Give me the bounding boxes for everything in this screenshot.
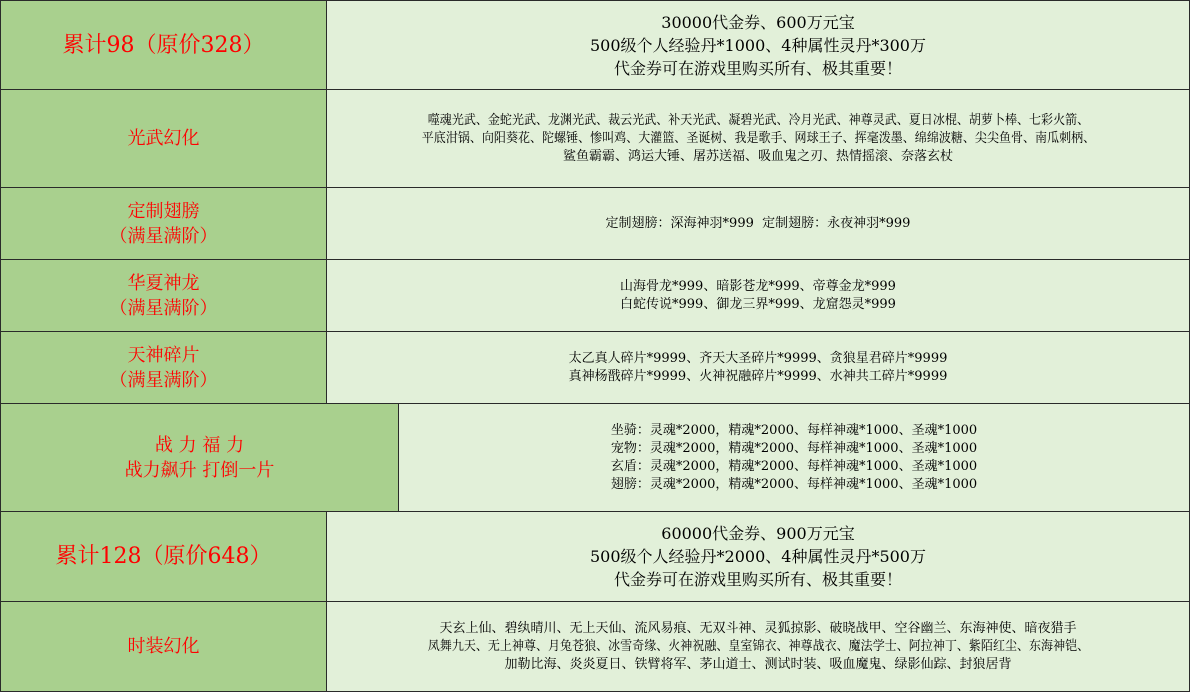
row-value: [327, 259, 1190, 332]
label-line: （满星满阶）: [109, 297, 218, 319]
row-label: [0, 89, 327, 188]
value-line: 白蛇传说*999、御龙三界*999、龙窟怨灵*999: [620, 296, 896, 312]
value-line: 天玄上仙、碧纨晴川、无上天仙、流风易痕、无双斗神、灵狐掠影、破晓战甲、空谷幽兰、东海神使、暗夜猎手: [439, 620, 1077, 636]
value-line: 平底泔锅、向阳葵花、陀螺锤、惨叫鸡、大灌篮、圣诞树、我是歌手、网球王子、挥毫泼墨、绵绵波糖、尖尖鱼骨、南瓜刺柄、: [421, 130, 1095, 146]
row-value: [327, 0, 1190, 90]
label-line: 累计128（原价648）: [55, 544, 272, 569]
row-label: [0, 259, 327, 332]
label-line: 定制翅膀: [127, 200, 200, 222]
value-line: 代金券可在游戏里购买所有、极其重要！: [613, 570, 902, 589]
value-line: 30000代金券、600万元宝: [661, 12, 855, 32]
row-value: [399, 403, 1190, 512]
label-line: 天神碎片: [127, 344, 200, 366]
table-row: [0, 601, 1190, 692]
label-line: 战 力 福 力: [154, 434, 245, 456]
value-line: 玄盾：灵魂*2000，精魂*2000、每样神魂*1000、圣魂*1000: [610, 458, 978, 474]
value-line: 坐骑：灵魂*2000，精魂*2000、每样神魂*1000、圣魂*1000: [610, 422, 978, 438]
table-row: [0, 89, 1190, 188]
label-line: 华夏神龙: [127, 272, 200, 294]
row-label: [0, 331, 327, 404]
label-line: 时装幻化: [127, 636, 200, 657]
table-row: [0, 331, 1190, 404]
row-label: [0, 601, 327, 692]
label-line: 光武幻化: [127, 128, 200, 149]
table-row: [0, 259, 1190, 332]
label-line: （满星满阶）: [109, 369, 218, 391]
label-line: （满星满阶）: [109, 225, 218, 247]
row-value: [327, 331, 1190, 404]
value-line: 山海骨龙*999、暗影苍龙*999、帝尊金龙*999: [620, 278, 896, 294]
value-line: 凤舞九天、无上神尊、月兔苍狼、冰雪奇缘、火神祝融、皇室锦衣、神尊战衣、魔法学士、阿拉神丁、紫陌红尘、东海神铠、: [427, 638, 1089, 654]
value-line: 真神杨戬碎片*9999、火神祝融碎片*9999、水神共工碎片*9999: [568, 368, 948, 384]
row-label: [0, 0, 327, 90]
row-value: [327, 601, 1190, 692]
row-label: [0, 511, 327, 602]
table-row: [0, 511, 1190, 602]
table-row: [0, 0, 1190, 90]
value-line: 噬魂光武、金蛇光武、龙渊光武、裁云光武、补天光武、凝碧光武、冷月光武、神尊灵武、夏日冰棍、胡萝卜棒、七彩火箭、: [427, 112, 1089, 128]
value-line: 500级个人经验丹*1000、4种属性灵丹*300万: [590, 35, 926, 55]
row-label: [0, 187, 327, 260]
label-line: 战力飙升 打倒一片: [124, 459, 275, 481]
table-row: [0, 187, 1190, 260]
row-value: [327, 187, 1190, 260]
value-line: 加勒比海、炎炎夏日、铁臂将军、茅山道士、测试时装、吸血魔鬼、绿影仙踪、封狼居背: [504, 656, 1012, 672]
row-value: [327, 511, 1190, 602]
value-line: 鲨鱼霸霸、鸿运大锤、屠苏送福、吸血鬼之刃、热情摇滚、奈落玄杖: [562, 148, 953, 164]
value-line: 太乙真人碎片*9999、齐天大圣碎片*9999、贪狼星君碎片*9999: [568, 350, 948, 366]
value-line: 宠物：灵魂*2000，精魂*2000、每样神魂*1000、圣魂*1000: [610, 440, 978, 456]
value-line: 定制翅膀：深海神羽*999 定制翅膀：永夜神羽*999: [605, 215, 911, 231]
value-line: 60000代金券、900万元宝: [661, 524, 855, 543]
value-line: 代金券可在游戏里购买所有、极其重要！: [613, 58, 902, 78]
row-value: [327, 89, 1190, 188]
table-row: [0, 403, 1190, 512]
label-line: 累计98（原价328）: [62, 32, 265, 58]
row-label: [0, 403, 399, 512]
value-line: 翅膀：灵魂*2000，精魂*2000、每样神魂*1000、圣魂*1000: [610, 476, 978, 492]
value-line: 500级个人经验丹*2000、4种属性灵丹*500万: [590, 547, 926, 566]
